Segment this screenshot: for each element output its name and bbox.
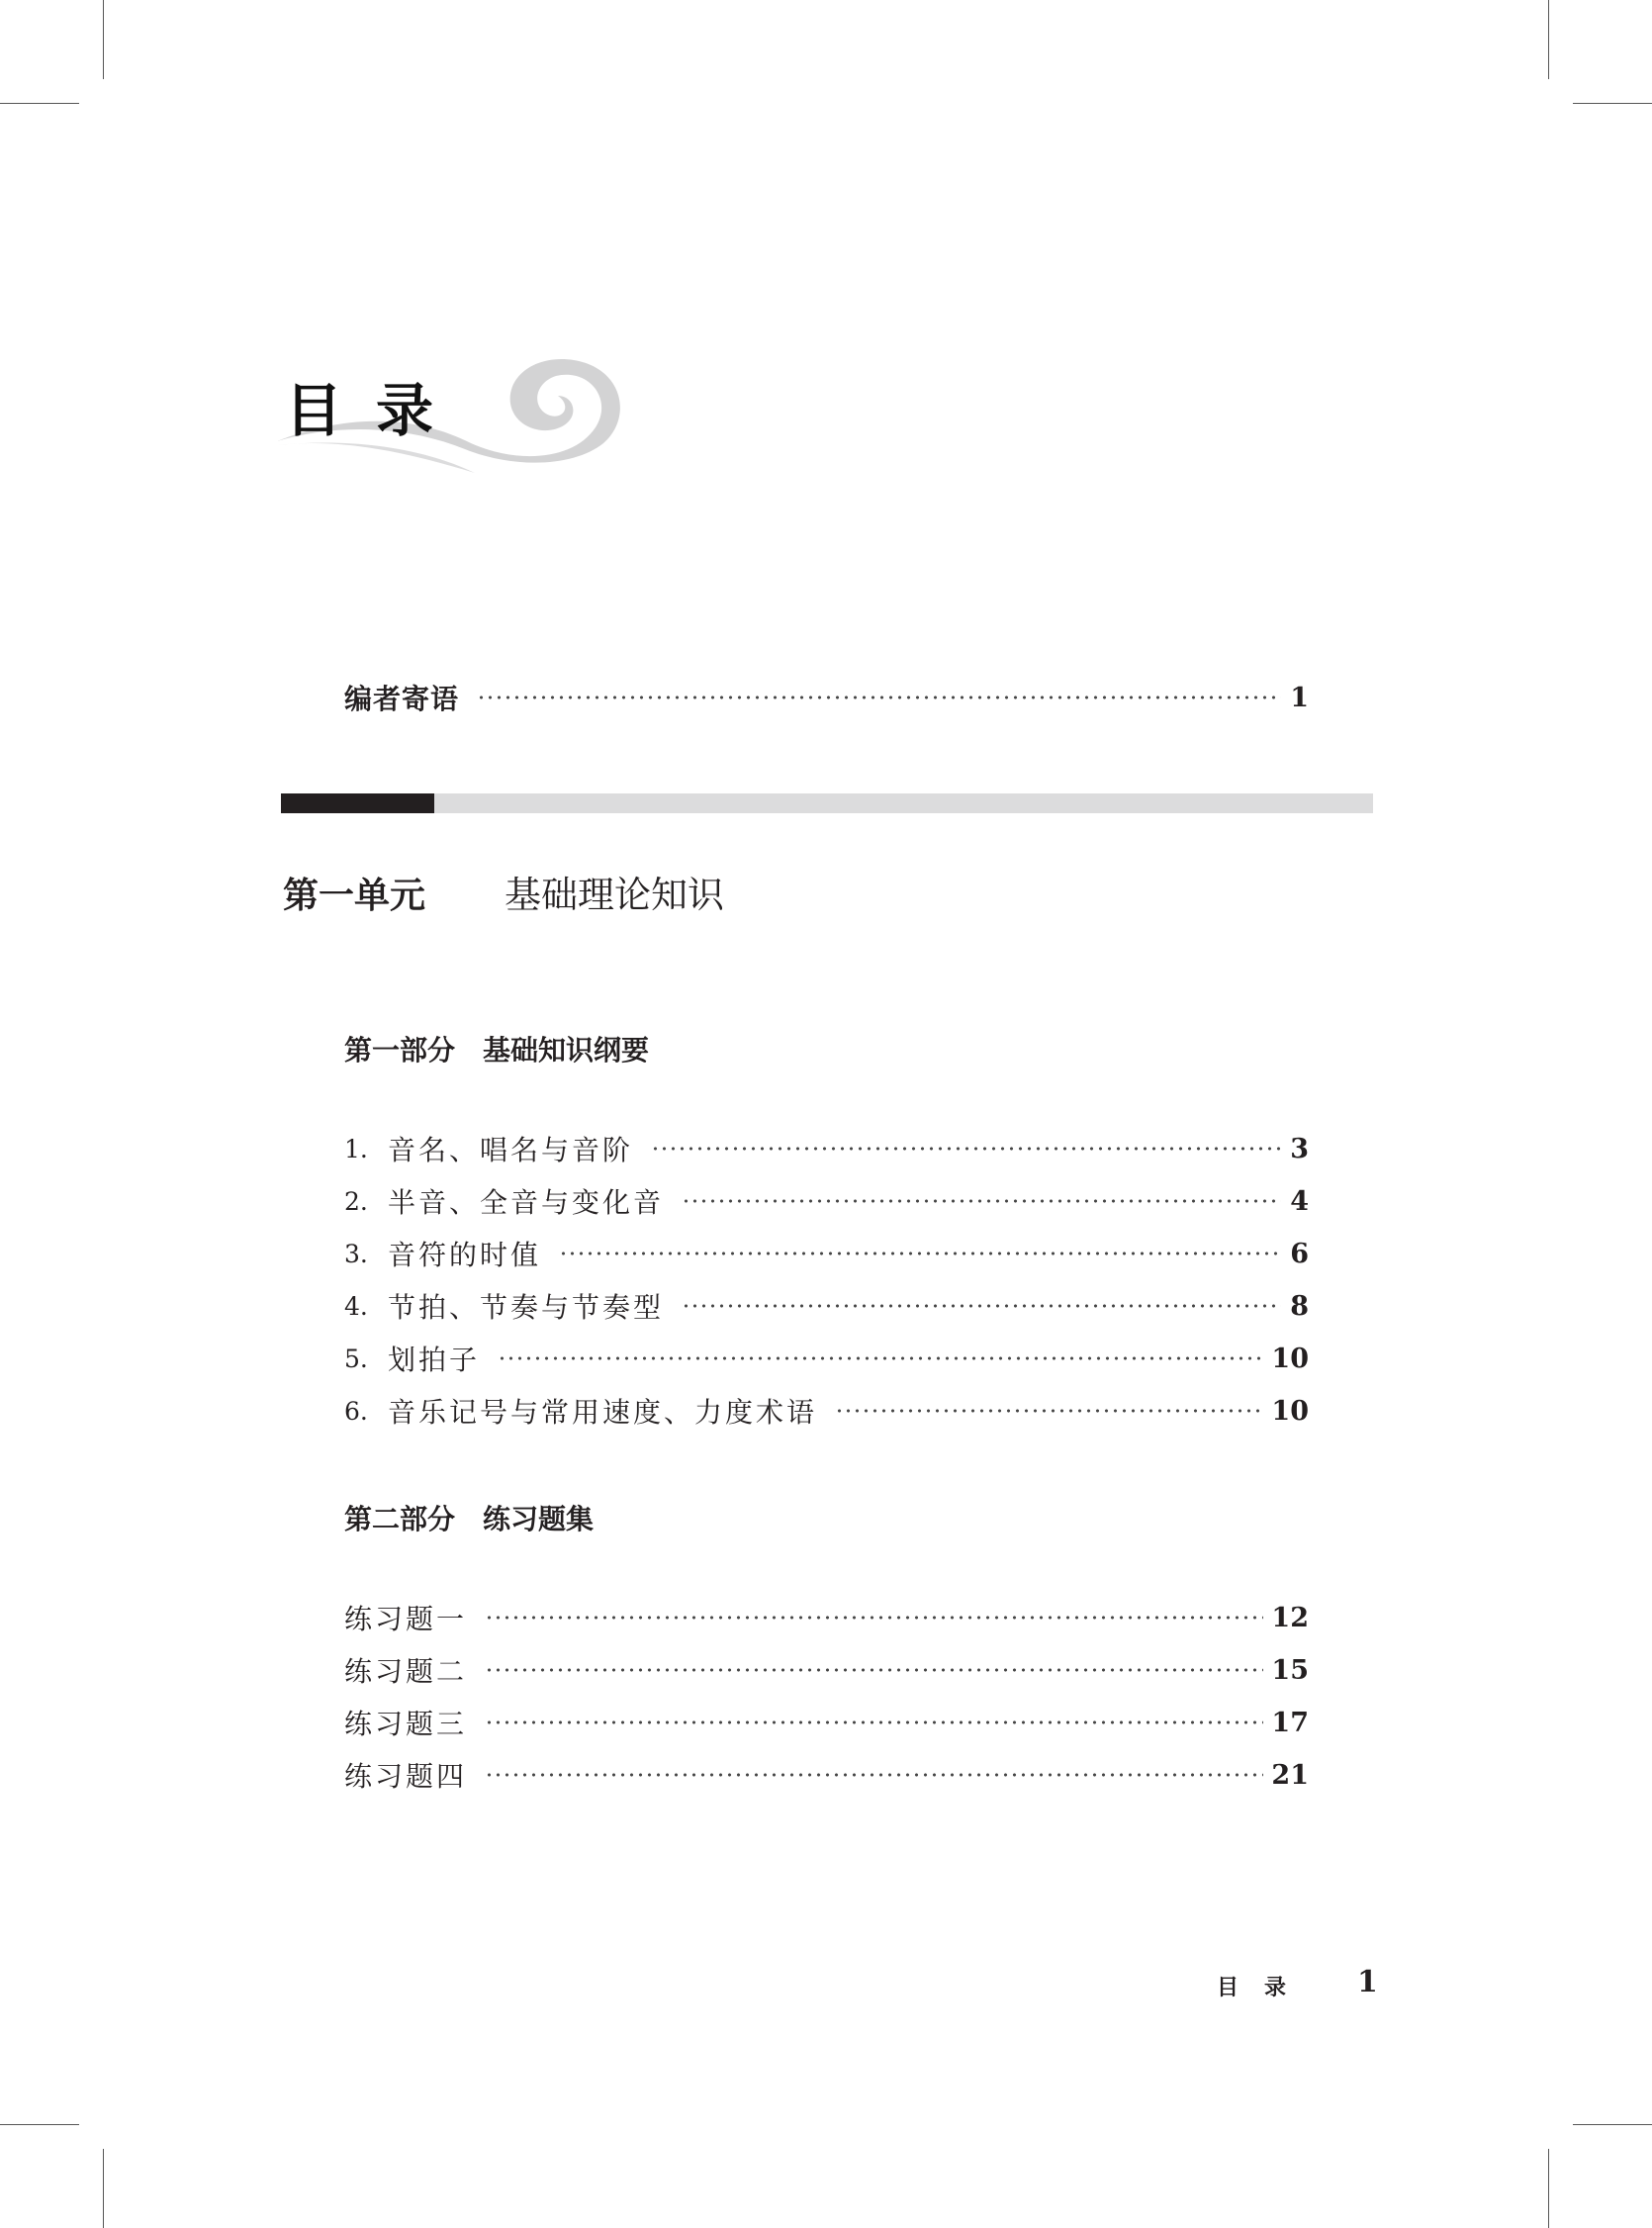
part-number: 第二部分 [344, 1503, 456, 1535]
toc-entry-page: 17 [1271, 1707, 1309, 1738]
toc-entry-page: 6 [1290, 1238, 1309, 1269]
toc-entry-page: 12 [1271, 1602, 1309, 1633]
crop-mark [103, 2149, 104, 2228]
toc-entry-label: 音符的时值 [388, 1239, 542, 1271]
toc-entry-number: 1. [344, 1134, 368, 1163]
toc-entry-label: 练习题四 [344, 1760, 468, 1793]
toc-entry-page: 21 [1271, 1759, 1309, 1791]
dot-leader [682, 1301, 1281, 1311]
part-name: 练习题集 [483, 1503, 595, 1535]
toc-entry-label: 练习题二 [344, 1655, 468, 1688]
unit-name: 基础理论知识 [505, 874, 725, 916]
toc-entry[interactable] [344, 1124, 1309, 1173]
toc-entry-number: 5. [344, 1344, 368, 1373]
crop-mark [1573, 2124, 1652, 2125]
toc-entry-number: 4. [344, 1291, 368, 1321]
toc-entry[interactable] [344, 1176, 1309, 1226]
toc-entry-page: 15 [1271, 1654, 1309, 1686]
crop-mark [103, 0, 104, 79]
toc-entry[interactable] [344, 1593, 1309, 1642]
toc-entry-page: 10 [1271, 1395, 1309, 1427]
unit-divider-accent [281, 793, 434, 813]
toc-entry[interactable] [344, 1386, 1309, 1436]
crop-mark [1548, 2149, 1549, 2228]
toc-entry[interactable] [344, 1334, 1309, 1383]
unit-divider-bar [281, 793, 1373, 813]
crop-mark [1573, 103, 1652, 104]
toc-entry-label: 音名、唱名与音阶 [388, 1134, 634, 1166]
dot-leader [559, 1249, 1281, 1258]
toc-entry-label: 半音、全音与变化音 [388, 1186, 665, 1219]
toc-entry-number: 2. [344, 1186, 368, 1216]
crop-mark [0, 103, 79, 104]
toc-entry[interactable] [344, 1281, 1309, 1331]
toc-entry[interactable] [344, 1229, 1309, 1278]
toc-entry-label: 节拍、节奏与节奏型 [388, 1291, 665, 1324]
dot-leader [485, 1665, 1263, 1675]
toc-entry-label: 练习题一 [344, 1603, 468, 1635]
dot-leader [498, 1353, 1263, 1363]
part-number: 第一部分 [344, 1034, 456, 1067]
dot-leader [485, 1717, 1263, 1727]
toc-entry[interactable] [344, 1645, 1309, 1695]
toc-entry[interactable] [344, 1750, 1309, 1800]
page-title: 目录 [285, 377, 468, 444]
part-name: 基础知识纲要 [483, 1034, 650, 1067]
dot-leader [485, 1770, 1263, 1780]
toc-entry-label: 编者寄语 [344, 683, 460, 715]
footer-label: 目录 [1217, 1976, 1313, 2000]
part-heading [344, 1498, 594, 1537]
toc-entry-preface[interactable] [344, 673, 1309, 722]
part-heading [344, 1029, 649, 1068]
dot-leader [485, 1613, 1263, 1623]
toc-entry-page: 8 [1290, 1290, 1309, 1322]
page-number: 1 [1357, 1965, 1378, 1999]
toc-entry-label: 音乐记号与常用速度、力度术语 [388, 1396, 818, 1429]
toc-entry-number: 6. [344, 1396, 368, 1426]
toc-title-block [277, 346, 673, 505]
crop-mark [0, 2124, 79, 2125]
toc-entry-page: 4 [1290, 1185, 1309, 1217]
toc-entry-page: 1 [1290, 682, 1309, 713]
toc-entry-page: 10 [1271, 1343, 1309, 1374]
toc-entry[interactable] [344, 1698, 1309, 1747]
unit-heading [283, 865, 724, 918]
dot-leader [651, 1144, 1281, 1154]
unit-number: 第一单元 [283, 876, 426, 916]
toc-entry-label: 练习题三 [344, 1708, 468, 1740]
dot-leader [835, 1406, 1263, 1416]
toc-entry-label: 划拍子 [388, 1344, 481, 1376]
toc-entry-number: 3. [344, 1239, 368, 1268]
dot-leader [682, 1196, 1281, 1206]
toc-entry-page: 3 [1290, 1133, 1309, 1164]
crop-mark [1548, 0, 1549, 79]
page-footer [1217, 1965, 1378, 2001]
dot-leader [477, 693, 1281, 702]
